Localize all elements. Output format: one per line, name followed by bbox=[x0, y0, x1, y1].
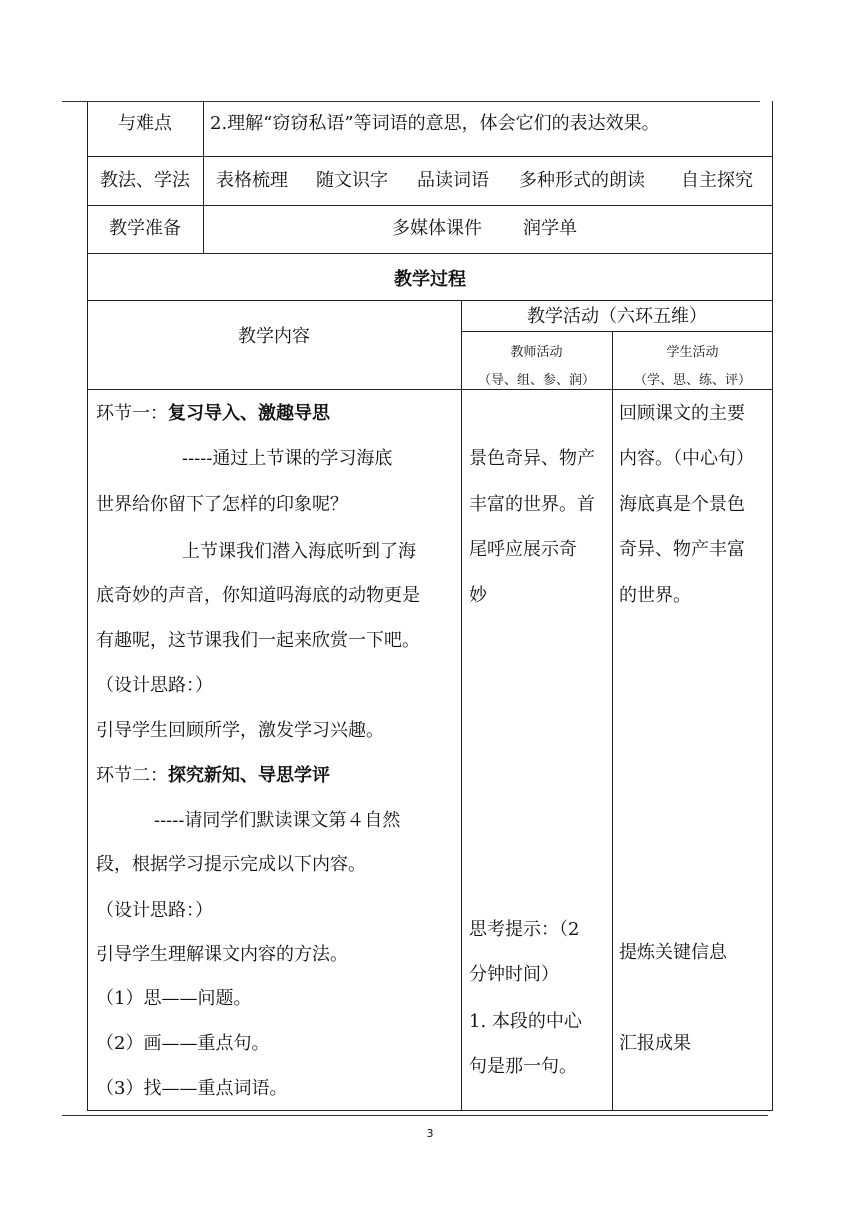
row-divider bbox=[87, 156, 773, 157]
footer-rule bbox=[62, 1115, 768, 1116]
method-item: 品读词语 bbox=[417, 170, 489, 191]
teacher-text: 尾呼应展示奇 bbox=[469, 539, 577, 560]
row-divider bbox=[87, 389, 773, 390]
method-item: 多种形式的朗读 bbox=[519, 170, 645, 191]
teacher-text: 1. 本段的中心 bbox=[469, 1011, 582, 1032]
step-item: （2）画——重点句。 bbox=[96, 1033, 270, 1054]
link1-question-line2: 世界给你留下了怎样的印象呢？ bbox=[96, 494, 348, 515]
student-header: 学生活动 bbox=[666, 345, 719, 360]
difficulty-label: 与难点 bbox=[118, 113, 172, 134]
method-label: 教法、学法 bbox=[100, 170, 190, 191]
link2-heading bbox=[96, 764, 330, 788]
student-text: 海底真是个景色 bbox=[619, 494, 745, 515]
teacher-subheader: （导、组、参、润） bbox=[477, 373, 595, 388]
design-text-1: 引导学生回顾所学，激发学习兴趣。 bbox=[96, 720, 384, 741]
teacher-text: 分钟时间） bbox=[469, 964, 559, 985]
link1-title: 复习导入、激趣导思 bbox=[168, 403, 330, 424]
row-divider bbox=[87, 253, 773, 254]
teacher-header: 教师活动 bbox=[510, 345, 563, 360]
method-item: 表格梳理 bbox=[216, 170, 288, 191]
student-text: 内容。（中心句） bbox=[619, 448, 754, 469]
content-header: 教学内容 bbox=[238, 326, 310, 347]
difficulty-value: 2.理解“窃窃私语”等词语的意思，体会它们的表达效果。 bbox=[210, 113, 660, 134]
method-item: 随文识字 bbox=[316, 170, 388, 191]
row-divider bbox=[87, 300, 773, 301]
link1-heading bbox=[96, 402, 330, 426]
link1-prefix: 环节一： bbox=[96, 403, 168, 424]
column-divider bbox=[461, 300, 462, 1110]
prep-item: 润学单 bbox=[523, 218, 577, 239]
step-item: （3）找——重点词语。 bbox=[96, 1078, 288, 1099]
teacher-text: 丰富的世界。首 bbox=[469, 494, 595, 515]
student-text: 提炼关键信息 bbox=[619, 942, 727, 963]
student-text: 汇报成果 bbox=[619, 1033, 691, 1054]
student-text: 回顾课文的主要 bbox=[619, 403, 745, 424]
teacher-text: 句是那一句。 bbox=[469, 1056, 577, 1077]
link1-paragraph-line2: 底奇妙的声音，你知道吗海底的动物更是 bbox=[96, 585, 420, 606]
link1-paragraph-line3: 有趣呢，这节课我们一起来欣赏一下吧。 bbox=[96, 630, 420, 651]
link2-prefix: 环节二： bbox=[96, 765, 168, 786]
prep-label: 教学准备 bbox=[109, 218, 181, 239]
row-divider bbox=[87, 205, 773, 206]
link1-question-line1: -----通过上节课的学习海底 bbox=[182, 448, 393, 469]
process-title: 教学过程 bbox=[394, 269, 466, 290]
method-item: 自主探究 bbox=[681, 170, 753, 191]
step-item: （1）思——问题。 bbox=[96, 988, 252, 1009]
student-subheader: （学、思、练、评） bbox=[633, 373, 751, 388]
table-border-bottom bbox=[87, 1110, 773, 1111]
design-text-2: 引导学生理解课文内容的方法。 bbox=[96, 944, 348, 965]
link2-title: 探究新知、导思学评 bbox=[168, 765, 330, 786]
link2-question-line1: -----请同学们默读课文第４自然 bbox=[154, 810, 401, 831]
teacher-text: 景色奇异、物产 bbox=[469, 448, 595, 469]
prep-item: 多媒体课件 bbox=[392, 218, 482, 239]
teacher-text: 妙 bbox=[469, 585, 487, 606]
column-divider bbox=[612, 331, 613, 1110]
student-text: 的世界。 bbox=[619, 585, 691, 606]
teacher-text: 思考提示：（2 bbox=[469, 919, 580, 940]
row-divider bbox=[461, 331, 773, 332]
link2-question-line2: 段，根据学习提示完成以下内容。 bbox=[96, 854, 366, 875]
student-text: 奇异、物产丰富 bbox=[619, 539, 745, 560]
activity-header: 教学活动（六环五维） bbox=[527, 306, 707, 327]
column-divider bbox=[203, 101, 204, 253]
page-number: 3 bbox=[426, 1127, 434, 1140]
link1-paragraph-line1: 上节课我们潜入海底听到了海 bbox=[182, 541, 416, 562]
design-note-2: （设计思路：） bbox=[96, 900, 213, 921]
design-note-1: （设计思路：） bbox=[96, 675, 213, 696]
header-rule bbox=[62, 101, 760, 102]
